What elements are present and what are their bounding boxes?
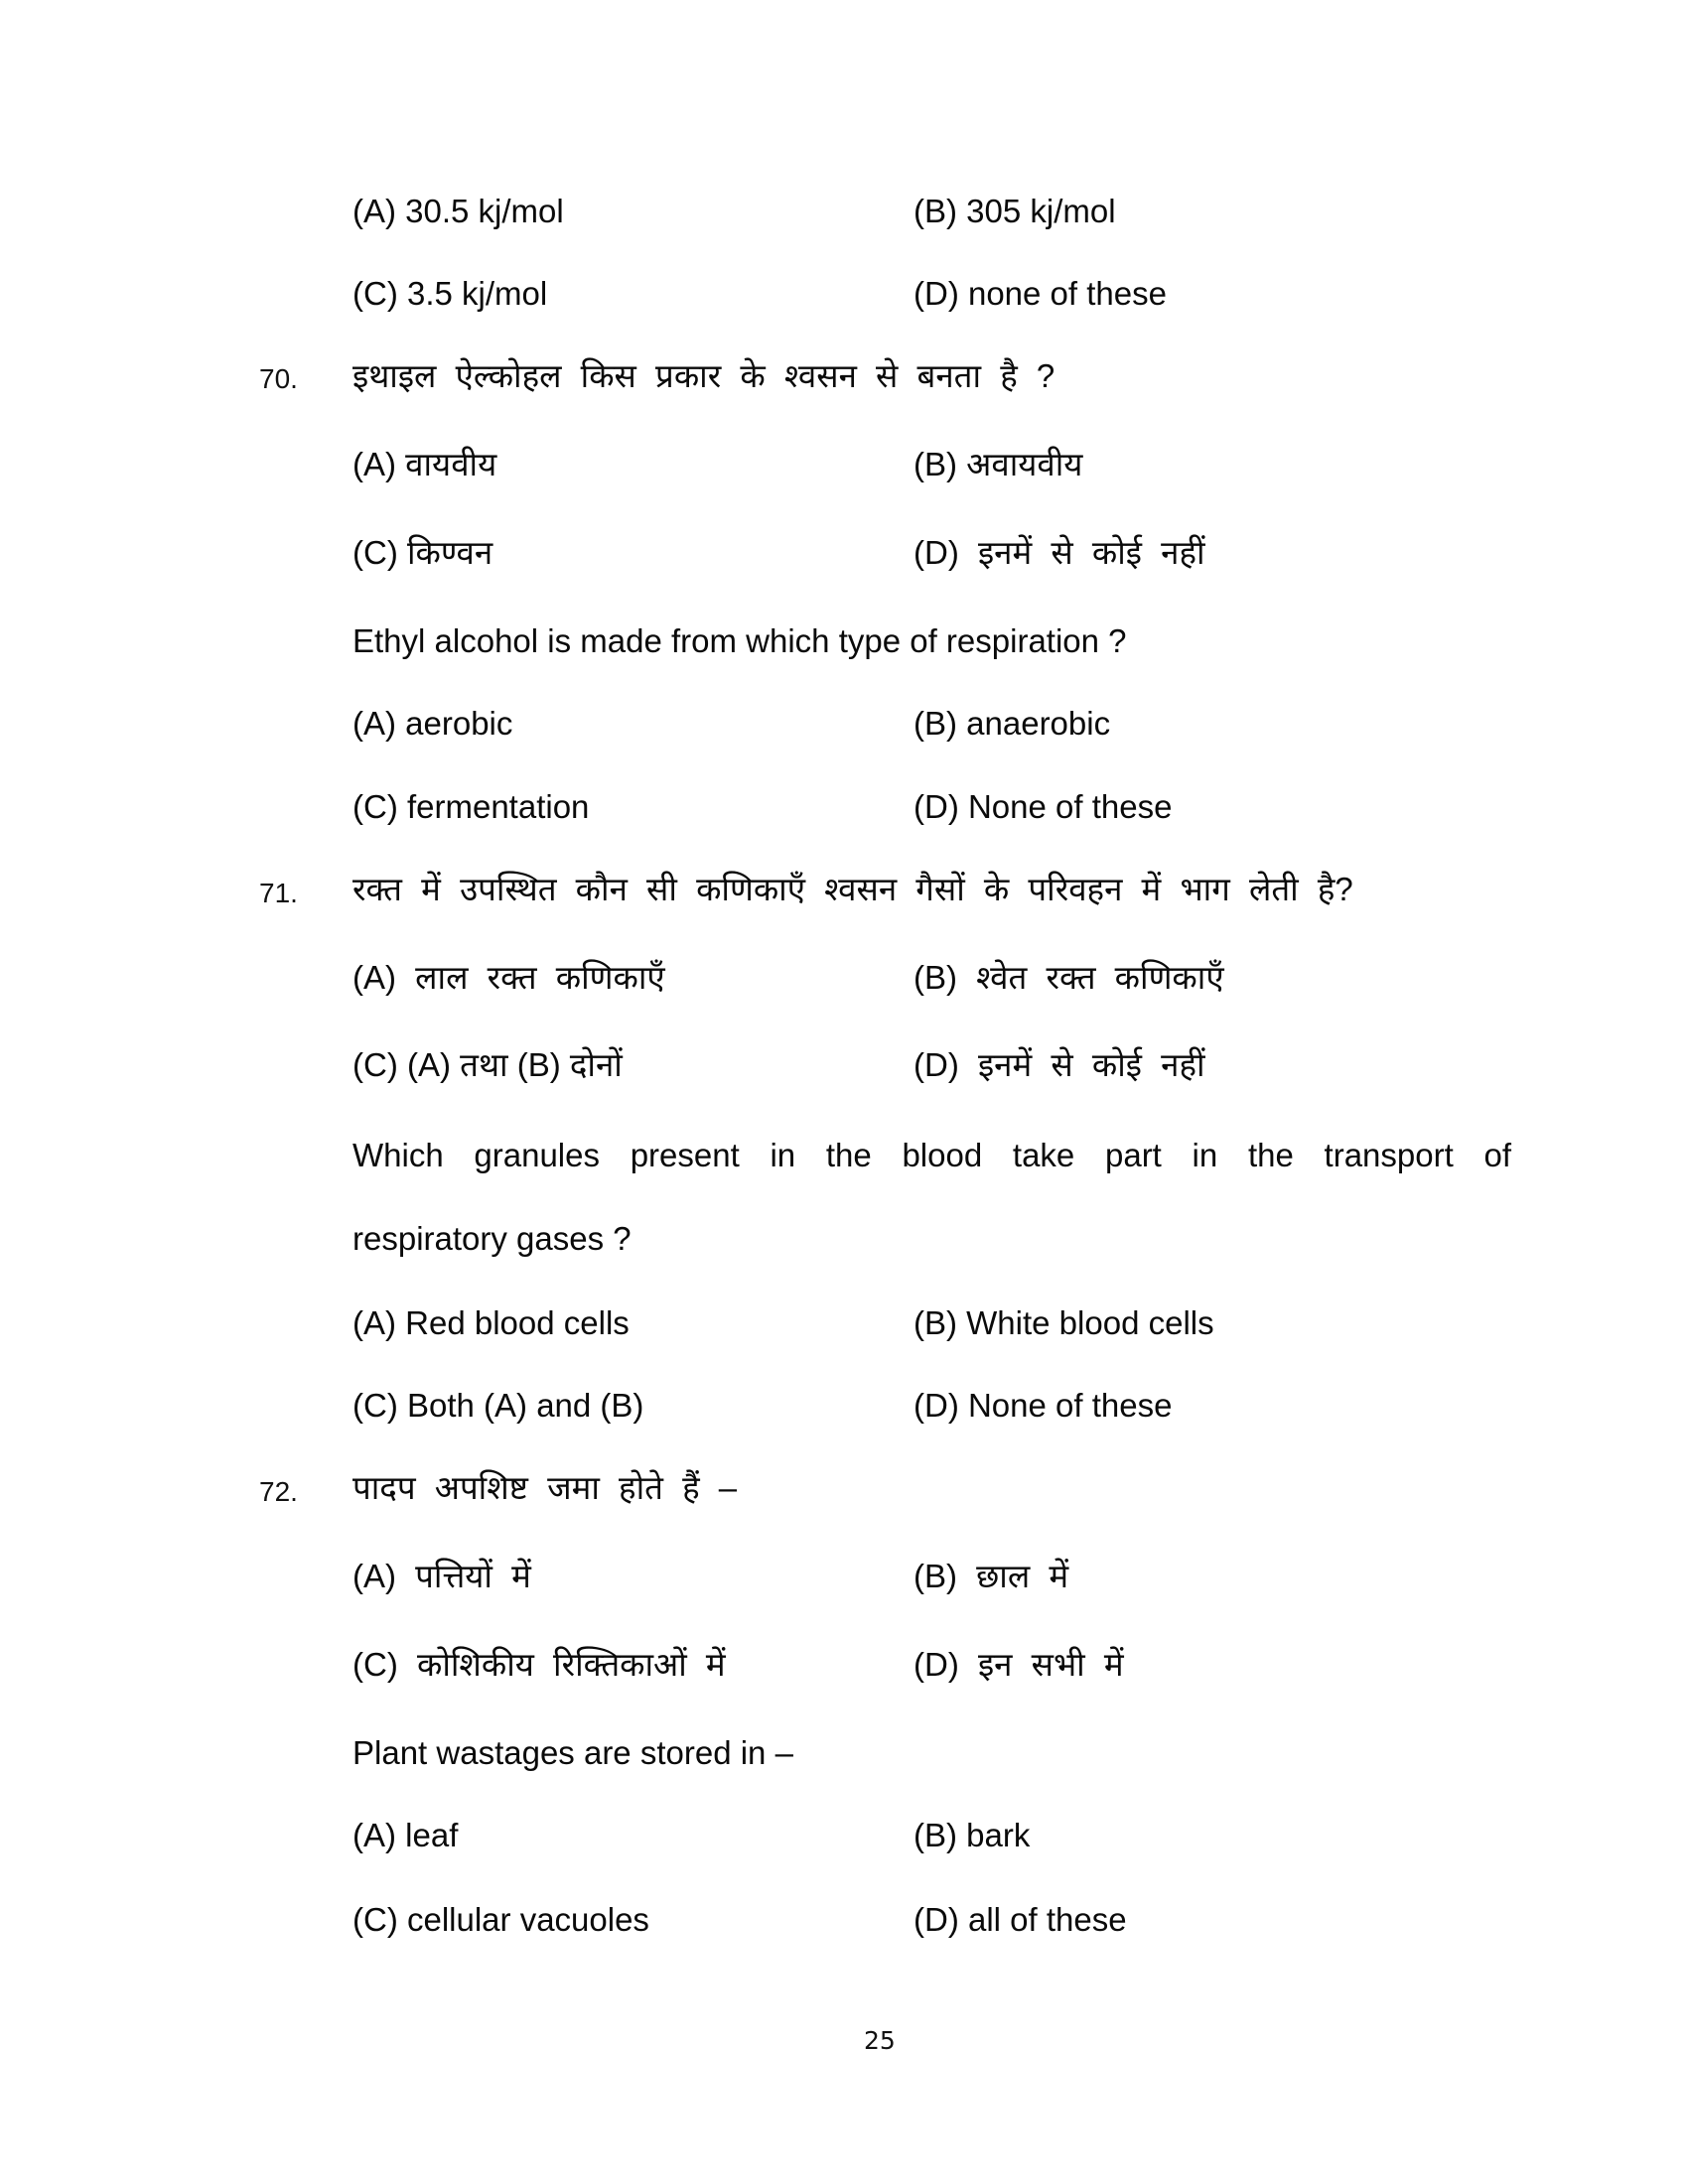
- question-text-hindi: पादप अपशिष्ट जमा होते हैं –: [352, 1469, 738, 1506]
- option-b: (B) White blood cells: [914, 1304, 1214, 1341]
- question-number: 71.: [259, 878, 298, 908]
- question-text-english: Ethyl alcohol is made from which type of respiration ?: [352, 622, 1127, 659]
- option-c-hindi: (C) किण्वन: [352, 534, 493, 571]
- page-number: 25: [864, 2026, 896, 2055]
- option-a: (A) Red blood cells: [352, 1304, 630, 1341]
- option-b-hindi: (B) श्वेत रक्त कणिकाएँ: [914, 959, 1224, 996]
- question-text-english-line2: respiratory gases ?: [352, 1220, 632, 1257]
- option-c-hindi: (C) कोशिकीय रिक्तिकाओं में: [352, 1646, 726, 1683]
- option-c: (C) cellular vacuoles: [352, 1901, 649, 1938]
- option-c: (C) fermentation: [352, 788, 590, 825]
- option-b: (B) 305 kj/mol: [914, 193, 1116, 229]
- option-d-hindi: (D) इन सभी में: [914, 1646, 1124, 1683]
- option-d-hindi: (D) इनमें से कोई नहीं: [914, 1046, 1205, 1083]
- option-a-hindi: (A) लाल रक्त कणिकाएँ: [352, 959, 665, 996]
- option-c-hindi: (C) (A) तथा (B) दोनों: [352, 1046, 623, 1083]
- question-text-english: Plant wastages are stored in –: [352, 1734, 793, 1771]
- question-text-hindi: रक्त में उपस्थित कौन सी कणिकाएँ श्वसन गैसों के परिवहन में भाग लेती है?: [352, 871, 1353, 907]
- option-a: (A) aerobic: [352, 705, 513, 742]
- option-d: (D) none of these: [914, 275, 1167, 312]
- option-a-hindi: (A) वायवीय: [352, 446, 497, 482]
- option-d-hindi: (D) इनमें से कोई नहीं: [914, 534, 1205, 571]
- question-number: 72.: [259, 1476, 298, 1507]
- option-a-hindi: (A) पत्तियों में: [352, 1558, 531, 1594]
- option-b-hindi: (B) छाल में: [914, 1558, 1069, 1594]
- option-d: (D) all of these: [914, 1901, 1127, 1938]
- option-b: (B) anaerobic: [914, 705, 1111, 742]
- option-a: (A) leaf: [352, 1817, 459, 1853]
- question-number: 70.: [259, 363, 298, 394]
- option-d: (D) None of these: [914, 1387, 1173, 1424]
- question-text-english-line1: Which granules present in the blood take part in the transport of: [352, 1137, 1511, 1173]
- option-d: (D) None of these: [914, 788, 1173, 825]
- question-text-hindi: इथाइल ऐल्कोहल किस प्रकार के श्वसन से बनता है ?: [352, 357, 1055, 394]
- option-a: (A) 30.5 kj/mol: [352, 193, 564, 229]
- option-b-hindi: (B) अवायवीय: [914, 446, 1083, 482]
- option-c: (C) Both (A) and (B): [352, 1387, 644, 1424]
- option-c: (C) 3.5 kj/mol: [352, 275, 548, 312]
- option-b: (B) bark: [914, 1817, 1031, 1853]
